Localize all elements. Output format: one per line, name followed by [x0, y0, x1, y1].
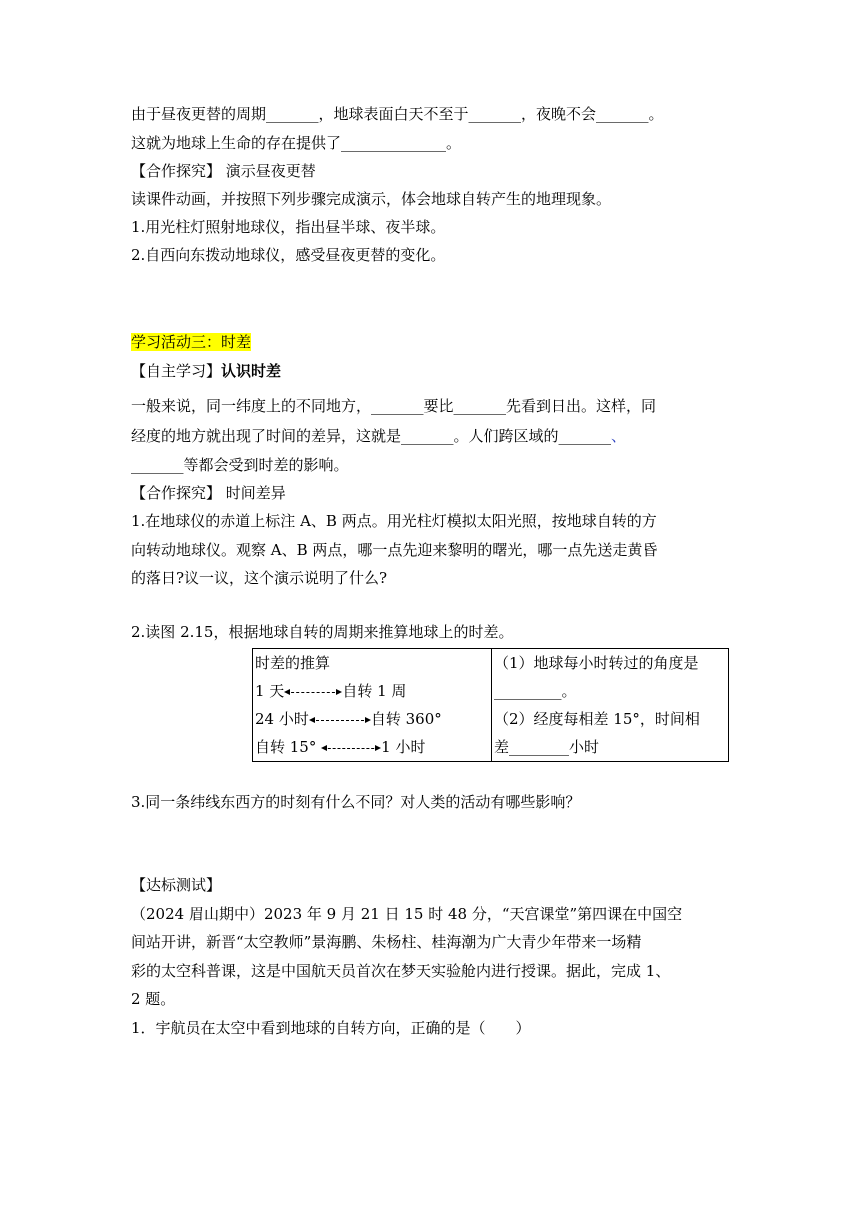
- text-line: 2 题。: [131, 990, 176, 1008]
- table-row: [255, 705, 489, 733]
- text-line: 彩的太空科普课，这是中国航天员首次在梦天实验舱内进行授课。据此，完成 1、: [131, 962, 671, 980]
- question-text: 向转动地球仪。观察 A、B 两点，哪一点先迎来黎明的曙光，哪一点先送走黄昏: [131, 541, 658, 559]
- question-text: 3.同一条纬线东西方的时刻有什么不同？对人类的活动有哪些影响？: [131, 793, 581, 811]
- question-text: 1．宇航员在太空中看到地球的自转方向，正确的是（ ）: [131, 1019, 531, 1037]
- step-item: 1.用光柱灯照射地球仪，指出昼半球、夜半球。: [131, 218, 446, 236]
- step-item: 2.自西向东拨动地球仪，感受昼夜更替的变化。: [131, 246, 446, 264]
- double-arrow-icon: [323, 748, 379, 749]
- double-arrow-icon: [311, 720, 369, 721]
- section-heading: 【合作探究】 时间差异: [131, 484, 286, 502]
- question-text: 2.读图 2.15，根据地球自转的周期来推算地球上的时差。: [131, 623, 514, 641]
- row-right-text: 1 小时: [381, 738, 426, 756]
- text-line: [131, 426, 626, 446]
- highlighted-title: 学习活动三：时差: [131, 333, 252, 351]
- row-left-text: 自转 15°: [255, 738, 317, 756]
- table-question: （2）经度每相差 15°，时间相: [494, 710, 700, 728]
- self-study-title: 认识时差: [221, 362, 282, 380]
- section-heading: 【达标测试】: [131, 876, 222, 894]
- separator-mark: 、: [611, 427, 627, 445]
- table-right-cell: [492, 649, 729, 762]
- text-span: 经度的地方就出现了时间的差异，这就是_______。人们跨区域的_______: [131, 427, 612, 445]
- table-header: 时差的推算: [255, 654, 331, 672]
- question-text: 的落日?议一议，这个演示说明了什么?: [131, 569, 388, 587]
- table-question: 差________小时: [494, 738, 600, 756]
- bracket-label: 【自主学习】: [131, 362, 222, 380]
- table-left-cell: [253, 649, 492, 762]
- text-line: 由于昼夜更替的周期_______，地球表面白天不至于_______，夜晚不会_______。: [131, 105, 664, 123]
- row-left-text: 1 天: [255, 682, 285, 700]
- time-difference-table: [252, 648, 729, 762]
- text-line: 这就为地球上生命的存在提供了______________。: [131, 134, 462, 152]
- self-study-heading: [131, 361, 281, 381]
- text-line: 一般来说，同一纬度上的不同地方，_______要比_______先看到日出。这样，同: [131, 397, 657, 415]
- table-row: [255, 733, 489, 761]
- text-line: 间站开讲，新晋“太空教师”景海鹏、朱杨柱、桂海潮为广大青少年带来一场精: [131, 933, 642, 951]
- section-heading: 【合作探究】 演示昼夜更替: [131, 162, 316, 180]
- row-right-text: 自转 360°: [370, 710, 442, 728]
- text-line: 读课件动画，并按照下列步骤完成演示，体会地球自转产生的地理现象。: [131, 190, 612, 208]
- table-question: _________。: [494, 682, 577, 700]
- double-arrow-icon: [286, 692, 340, 693]
- table-question: （1）地球每小时转过的角度是: [494, 654, 699, 672]
- table-row: [255, 677, 489, 705]
- row-right-text: 自转 1 周: [342, 682, 407, 700]
- question-text: 1.在地球仪的赤道上标注 A、B 两点。用光柱灯模拟太阳光照，按地球自转的方: [131, 512, 657, 530]
- activity-heading: [131, 332, 251, 352]
- text-line: _______等都会受到时差的影响。: [131, 456, 349, 474]
- text-line: （2024 眉山期中）2023 年 9 月 21 日 15 时 48 分，“天宫课堂”第四课在中国空: [131, 905, 683, 923]
- row-left-text: 24 小时: [255, 710, 309, 728]
